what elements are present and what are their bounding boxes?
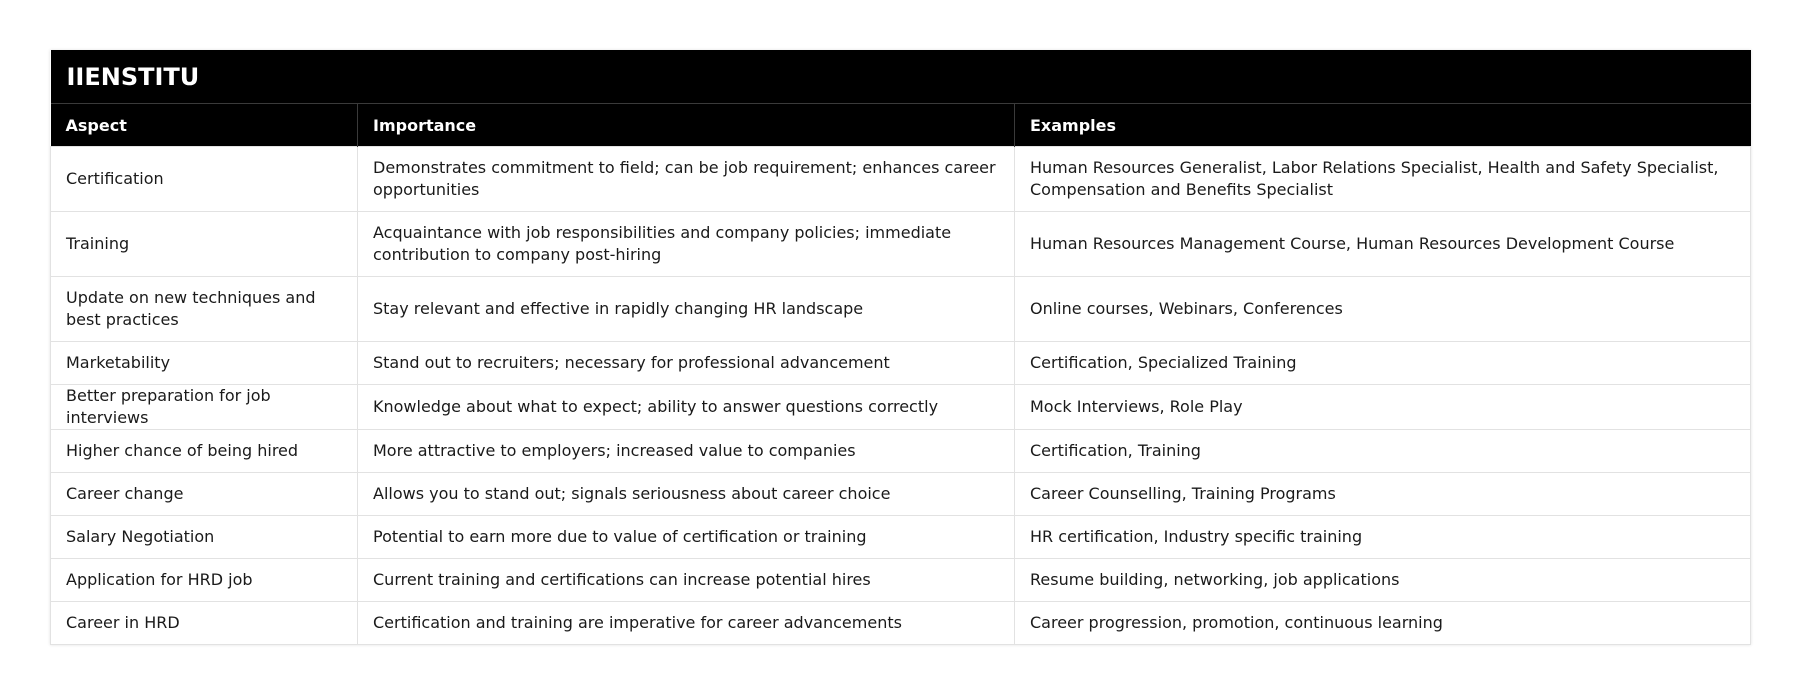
cell-importance: Stay relevant and effective in rapidly changing HR landscape [358,277,1015,342]
cell-aspect: Better preparation for job interviews [51,385,358,430]
table-row [51,559,1751,602]
cell-examples: Certification, Specialized Training [1015,342,1751,385]
cell-aspect: Training [51,212,358,277]
cell-importance: Certification and training are imperative for career advancements [358,602,1015,645]
cell-examples: Career Counselling, Training Programs [1015,473,1751,516]
cell-importance: More attractive to employers; increased value to companies [358,430,1015,473]
cell-importance: Allows you to stand out; signals seriousness about career choice [358,473,1015,516]
cell-aspect: Salary Negotiation [51,516,358,559]
table-row [51,212,1751,277]
table-container [50,50,1750,645]
cell-importance: Demonstrates commitment to field; can be job requirement; enhances career opportunities [358,147,1015,212]
table-row [51,385,1751,430]
cell-aspect: Marketability [51,342,358,385]
cell-examples: Mock Interviews, Role Play [1015,385,1751,430]
table-title: IIENSTITU [51,50,1751,104]
table-row [51,147,1751,212]
cell-examples: Online courses, Webinars, Conferences [1015,277,1751,342]
column-header-importance: Importance [358,104,1015,147]
cell-importance: Stand out to recruiters; necessary for professional advancement [358,342,1015,385]
cell-aspect: Certification [51,147,358,212]
cell-examples: HR certification, Industry specific training [1015,516,1751,559]
cell-aspect: Career in HRD [51,602,358,645]
header-row [51,104,1751,147]
cell-aspect: Higher chance of being hired [51,430,358,473]
column-header-aspect: Aspect [51,104,358,147]
cell-importance: Knowledge about what to expect; ability to answer questions correctly [358,385,1015,430]
cell-aspect: Career change [51,473,358,516]
table-row [51,516,1751,559]
table-row [51,430,1751,473]
table-row [51,602,1751,645]
cell-examples: Certification, Training [1015,430,1751,473]
cell-importance: Acquaintance with job responsibilities and company policies; immediate contribution to company post-hiring [358,212,1015,277]
cell-importance: Current training and certifications can increase potential hires [358,559,1015,602]
column-header-examples: Examples [1015,104,1751,147]
cell-importance: Potential to earn more due to value of certification or training [358,516,1015,559]
table-row [51,473,1751,516]
cell-aspect: Update on new techniques and best practices [51,277,358,342]
cell-examples: Human Resources Generalist, Labor Relations Specialist, Health and Safety Specialist, Compensation and Benefits Specialist [1015,147,1751,212]
table-row [51,342,1751,385]
cell-examples: Resume building, networking, job applications [1015,559,1751,602]
cell-examples: Human Resources Management Course, Human Resources Development Course [1015,212,1751,277]
table-row [51,277,1751,342]
cell-examples: Career progression, promotion, continuous learning [1015,602,1751,645]
hr-aspects-table [50,50,1751,645]
cell-aspect: Application for HRD job [51,559,358,602]
